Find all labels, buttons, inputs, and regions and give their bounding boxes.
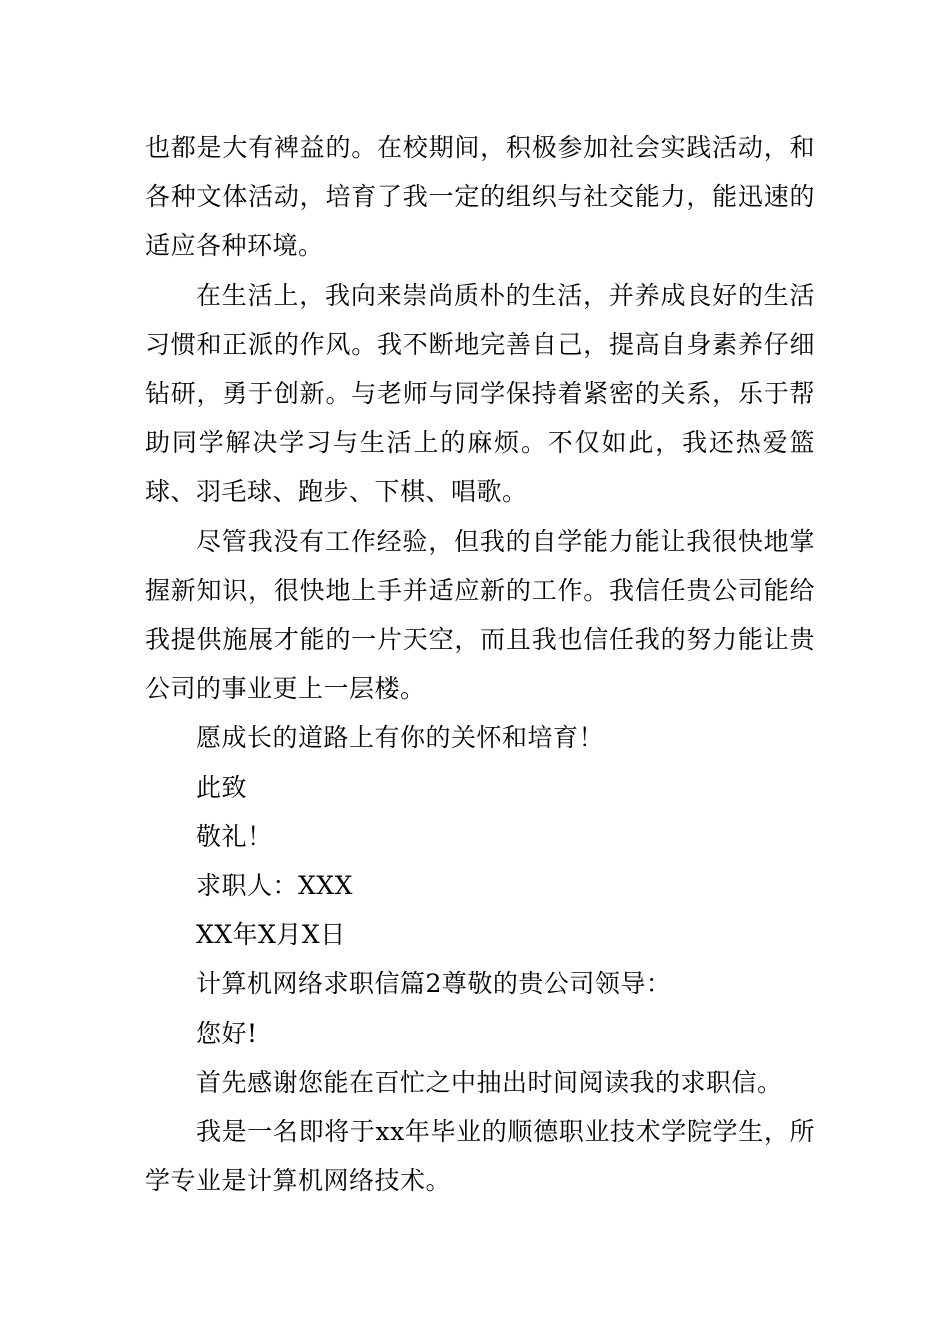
closing-salutation-2: 敬礼！	[196, 821, 273, 851]
signature: 求职人：XXX	[196, 871, 353, 901]
paragraph-lifestyle: 在生活上，我向来崇尚质朴的生活，并养成良好的生活习惯和正派的作风。我不断地完善自己，提高自身素养仔细钻研，勇于创新。与老师与同学保持着紧密的关系，乐于帮助同学解决学习与生活上的麻烦。不仅如此，我还热爱篮球、羽毛球、跑步、下棋、唱歌。	[145, 280, 815, 507]
letter-date: XX年X月X日	[196, 920, 346, 950]
letter2-intro: 我是一名即将于xx年毕业的顺德职业技术学院学生，所学专业是计算机网络技术。	[145, 1117, 815, 1196]
paragraph-continuation: 也都是大有裨益的。在校期间，积极参加社会实践活动，和各种文体活动，培育了我一定的组织与社交能力，能迅速的适应各种环境。	[145, 133, 815, 261]
letter2-greeting: 您好!	[196, 1018, 258, 1048]
letter2-thanks: 首先感谢您能在百忙之中抽出时间阅读我的求职信。	[196, 1067, 783, 1097]
letter2-heading: 计算机网络求职信篇2尊敬的贵公司领导：	[196, 969, 672, 999]
closing-salutation-1: 此致	[196, 772, 248, 802]
closing-wish: 愿成长的道路上有你的关怀和培育！	[196, 723, 605, 753]
paragraph-self-learning: 尽管我没有工作经验，但我的自学能力能让我很快地掌握新知识，很快地上手并适应新的工作。我信任贵公司能给我提供施展才能的一片天空，而且我也信任我的努力能让贵公司的事业更上一层楼。	[145, 526, 815, 704]
document-body	[145, 123, 815, 1205]
